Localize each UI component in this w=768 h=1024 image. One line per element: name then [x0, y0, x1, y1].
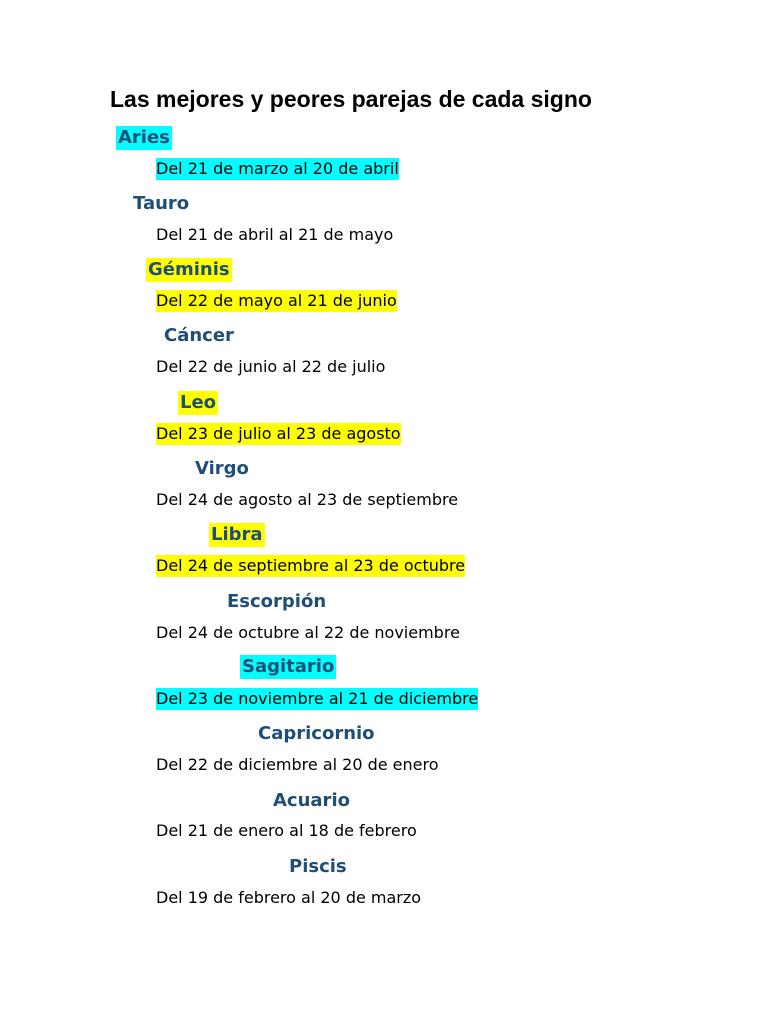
sign-range-escorpion: Del 24 de octubre al 22 de noviembre [156, 623, 460, 642]
sign-range-piscis: Del 19 de febrero al 20 de marzo [156, 888, 422, 907]
sign-name-capricornio: Capricornio [258, 723, 375, 744]
sign-range-tauro: Del 21 de abril al 21 de mayo [156, 225, 394, 244]
sign-range-capricornio: Del 22 de diciembre al 20 de enero [156, 755, 439, 774]
sign-name-piscis: Piscis [289, 856, 347, 877]
sign-range-virgo: Del 24 de agosto al 23 de septiembre [156, 490, 459, 509]
sign-range-geminis: Del 22 de mayo al 21 de junio [156, 291, 397, 310]
sign-range-cancer: Del 22 de junio al 22 de julio [156, 357, 386, 376]
sign-name-geminis: Géminis [148, 259, 230, 280]
sign-name-escorpion: Escorpión [227, 591, 327, 612]
sign-name-acuario: Acuario [273, 790, 350, 811]
sign-name-leo: Leo [180, 392, 217, 413]
sign-name-sagitario: Sagitario [242, 656, 335, 677]
sign-name-cancer: Cáncer [164, 325, 234, 346]
sign-range-leo: Del 23 de julio al 23 de agosto [156, 424, 401, 443]
sign-range-libra: Del 24 de septiembre al 23 de octubre [156, 556, 466, 575]
sign-name-virgo: Virgo [195, 458, 249, 479]
sign-range-acuario: Del 21 de enero al 18 de febrero [156, 821, 417, 840]
page-title: Las mejores y peores parejas de cada signo [110, 86, 592, 112]
sign-range-aries: Del 21 de marzo al 20 de abril [156, 159, 399, 178]
sign-name-aries: Aries [118, 127, 170, 148]
sign-name-tauro: Tauro [133, 193, 190, 214]
sign-name-libra: Libra [211, 524, 263, 545]
sign-range-sagitario: Del 23 de noviembre al 21 de diciembre [156, 689, 479, 708]
